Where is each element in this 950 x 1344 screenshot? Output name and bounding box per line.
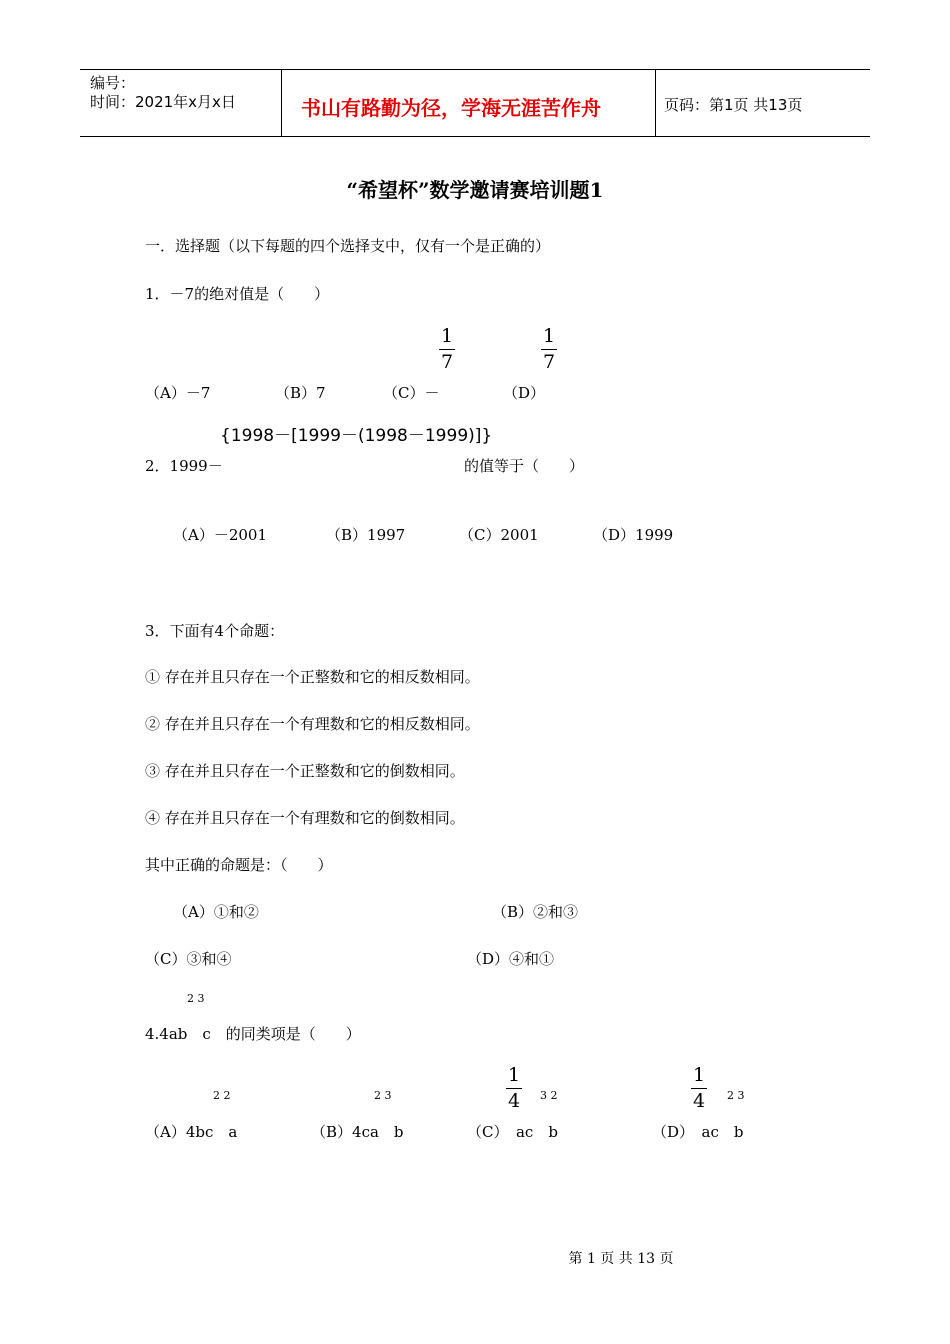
q3-prop-2: ② 存在并且只存在一个有理数和它的相反数相同。 <box>145 715 480 733</box>
q4-fraction-d <box>691 1066 707 1111</box>
fraction-bar <box>439 349 455 350</box>
q4-option-a: （A）4bc a <box>145 1123 238 1141</box>
header-divider-left <box>281 69 282 136</box>
q4-stem-exponents: 2 3 <box>187 992 205 1005</box>
page-title: “希望杯”数学邀请赛培训题1 <box>346 178 604 202</box>
q2-stem-left: 2．1999－ <box>145 457 223 475</box>
q4-stem: 4.4ab c 的同类项是（ ） <box>145 1025 361 1043</box>
header-divider-right <box>655 69 656 136</box>
q3-option-b: （B）②和③ <box>492 903 579 921</box>
q4-option-c: （C） ac b <box>467 1123 558 1141</box>
fraction-bar <box>506 1088 522 1089</box>
q3-option-a: （A）①和② <box>173 903 259 921</box>
fraction-numerator: 1 <box>692 1064 706 1086</box>
q4-option-c-exponents: 3 2 <box>540 1089 558 1102</box>
fraction-numerator: 1 <box>440 325 454 347</box>
header-page-info: 页码：第1页 共13页 <box>664 96 803 114</box>
fraction-bar <box>541 349 557 350</box>
q1-option-c: （C）－ <box>383 384 440 402</box>
fraction-numerator: 1 <box>507 1064 521 1086</box>
q2-option-b: （B）1997 <box>326 526 406 544</box>
fraction-denominator: 7 <box>440 351 454 373</box>
q3-option-c: （C）③和④ <box>145 950 232 968</box>
q1-fraction-c <box>439 327 455 372</box>
q3-stem: 3．下面有4个命题： <box>145 622 285 640</box>
q3-option-d: （D）④和① <box>467 950 555 968</box>
fraction-bar <box>691 1088 707 1089</box>
fraction-denominator: 7 <box>542 351 556 373</box>
q3-question: 其中正确的命题是：（ ） <box>145 856 333 874</box>
q2-option-c: （C）2001 <box>459 526 539 544</box>
q1-option-d: （D） <box>503 384 546 402</box>
q4-option-d: （D） ac b <box>652 1123 744 1141</box>
q1-option-b: （B）7 <box>275 384 326 402</box>
fraction-numerator: 1 <box>542 325 556 347</box>
q2-option-d: （D）1999 <box>593 526 674 544</box>
page-footer: 第 1 页 共 13 页 <box>568 1251 674 1267</box>
q3-prop-4: ④ 存在并且只存在一个有理数和它的倒数相同。 <box>145 809 465 827</box>
header-top-border <box>80 69 870 70</box>
q2-option-a: （A）－2001 <box>173 526 268 544</box>
q1-option-a: （A）－7 <box>145 384 211 402</box>
q4-option-d-exponents: 2 3 <box>727 1089 745 1102</box>
q2-expression: {1998－[1999－(1998－1999)]} <box>220 426 493 446</box>
header-bottom-border <box>80 136 870 137</box>
fraction-denominator: 4 <box>507 1090 521 1112</box>
fraction-denominator: 4 <box>692 1090 706 1112</box>
q4-option-b-exponents: 2 3 <box>374 1089 392 1102</box>
q4-option-b: （B）4ca b <box>311 1123 404 1141</box>
q3-prop-3: ③ 存在并且只存在一个正整数和它的倒数相同。 <box>145 762 465 780</box>
q3-prop-1: ① 存在并且只存在一个正整数和它的相反数相同。 <box>145 668 480 686</box>
q2-stem-right: 的值等于（ ） <box>464 457 585 475</box>
q1-stem: 1．－7的绝对值是（ ） <box>145 285 330 303</box>
header-serial-label: 编号： <box>90 74 136 92</box>
q4-option-a-exponents: 2 2 <box>213 1089 231 1102</box>
header-time-label: 时间：2021年x月x日 <box>90 93 236 111</box>
header-motto: 书山有路勤为径，学海无涯苦作舟 <box>301 96 601 120</box>
q4-fraction-c <box>506 1066 522 1111</box>
section-heading: 一．选择题（以下每题的四个选择支中，仅有一个是正确的） <box>145 237 551 255</box>
q1-fraction-d <box>541 327 557 372</box>
